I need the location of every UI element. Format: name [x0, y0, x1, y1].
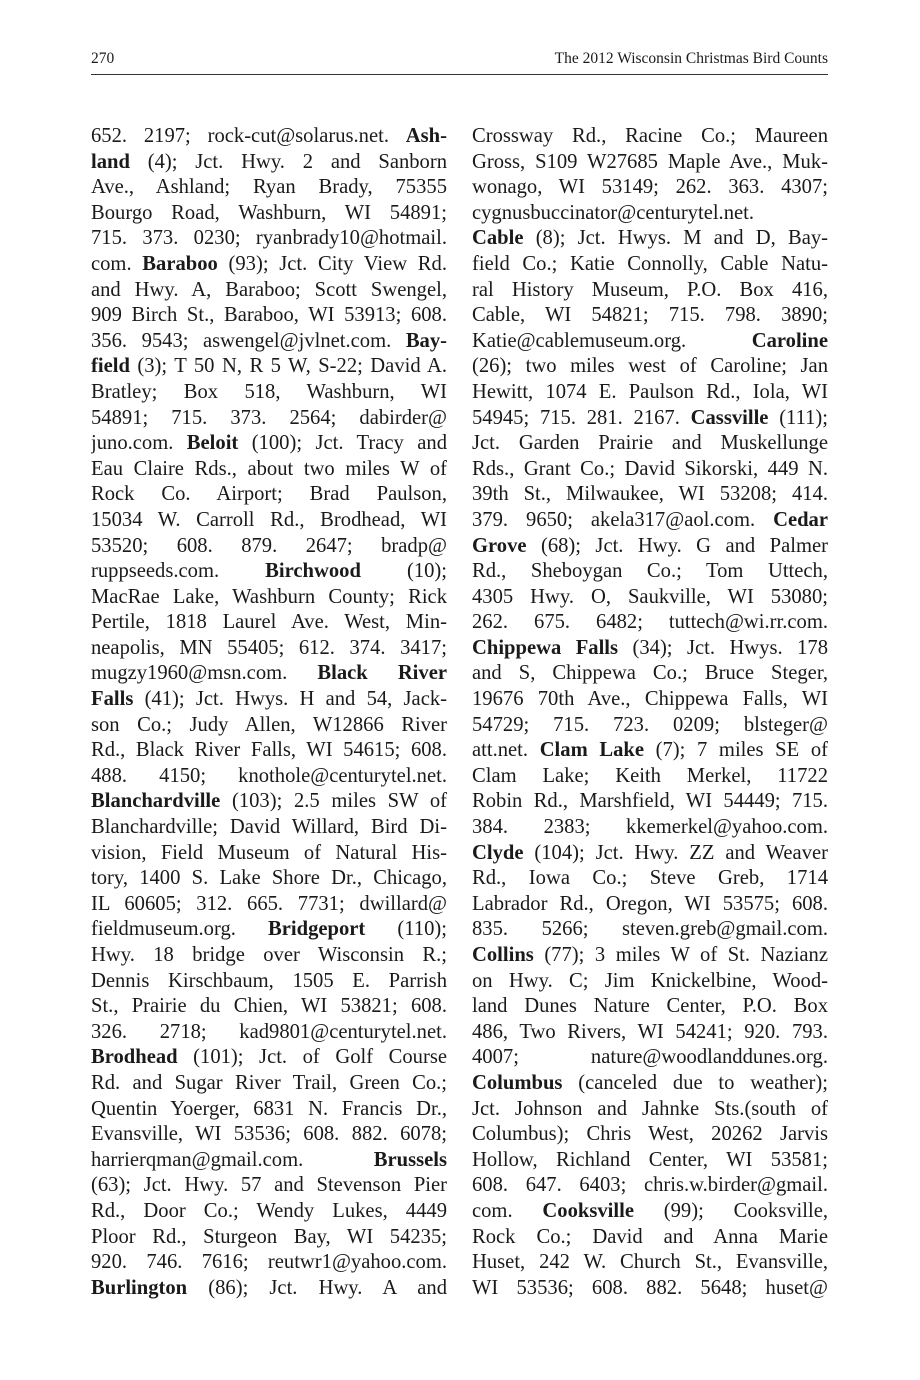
text-line	[91, 1071, 447, 1097]
text-segment: land Dunes Nature Center, P.O. Box	[472, 995, 828, 1018]
text-segment: juno.com.	[91, 432, 187, 455]
text-line	[472, 431, 828, 457]
text-line	[472, 534, 828, 560]
running-title: The 2012 Wisconsin Christmas Bird Counts	[554, 50, 828, 67]
text-line	[472, 764, 828, 790]
text-segment: cygnusbuccinator@centurytel.net.	[472, 201, 755, 224]
text-line	[91, 1045, 447, 1071]
text-column-left	[91, 124, 447, 1301]
text-segment: 356. 9543; aswengel@jvlnet.com.	[91, 329, 406, 352]
text-line	[472, 1225, 828, 1251]
text-segment: (103); 2.5 miles SW of	[220, 790, 447, 813]
text-segment: 54945; 715. 281. 2167.	[472, 406, 691, 429]
text-line	[472, 150, 828, 176]
text-segment: 835. 5266; steven.greb@gmail.com.	[472, 918, 828, 941]
text-segment: 909 Birch St., Baraboo, WI 53913; 608.	[91, 304, 447, 327]
text-line	[91, 866, 447, 892]
text-segment: son Co.; Judy Allen, W12866 River	[91, 713, 447, 736]
entry-name: Falls	[91, 688, 134, 711]
entry-name: Ash-	[405, 125, 447, 147]
entry-name: Cooksville	[542, 1199, 634, 1222]
text-line	[472, 457, 828, 483]
text-segment: Hollow, Richland Center, WI 53581;	[472, 1148, 828, 1171]
text-segment: Ploor Rd., Sturgeon Bay, WI 54235;	[91, 1225, 447, 1248]
text-line	[91, 329, 447, 355]
text-line	[91, 559, 447, 585]
text-segment: Columbus); Chris West, 20262 Jarvis	[472, 1123, 828, 1146]
text-line	[91, 1199, 447, 1225]
text-segment: field Co.; Katie Connolly, Cable Natu-	[472, 252, 828, 275]
text-line	[91, 1173, 447, 1199]
entry-name: Brodhead	[91, 1046, 178, 1069]
text-segment: ral History Museum, P.O. Box 416,	[472, 278, 828, 301]
text-segment: 54729; 715. 723. 0209; blsteger@	[472, 713, 828, 736]
text-segment: (3); T 50 N, R 5 W, S-22; David A.	[129, 355, 447, 378]
text-line	[472, 1148, 828, 1174]
text-segment: (110);	[365, 918, 447, 941]
text-line	[91, 1225, 447, 1251]
text-line	[472, 1071, 828, 1097]
text-segment: (7); 7 miles SE of	[644, 739, 828, 762]
text-line	[91, 841, 447, 867]
text-segment: Rd. and Sugar River Trail, Green Co.;	[91, 1071, 447, 1094]
text-line	[472, 1020, 828, 1046]
text-line	[91, 610, 447, 636]
text-line	[472, 969, 828, 995]
entry-name: Cable	[472, 227, 524, 250]
text-line	[91, 278, 447, 304]
text-segment: 384. 2383; kkemerkel@yahoo.com.	[472, 816, 828, 839]
entry-name: Cassville	[690, 406, 769, 429]
entry-name: land	[91, 150, 130, 173]
entry-name: Columbus	[472, 1071, 563, 1094]
text-segment: Rock Co.; David and Anna Marie	[472, 1225, 828, 1248]
entry-name: Cedar	[773, 508, 828, 531]
text-line	[91, 508, 447, 534]
text-segment: Bratley; Box 518, Washburn, WI	[91, 380, 447, 403]
text-segment: and S, Chippewa Co.; Bruce Steger,	[472, 662, 828, 685]
text-line	[472, 943, 828, 969]
text-line	[472, 1122, 828, 1148]
text-segment: tory, 1400 S. Lake Shore Dr., Chicago,	[91, 867, 447, 890]
text-line	[91, 303, 447, 329]
text-segment: Rock Co. Airport; Brad Paulson,	[91, 483, 447, 506]
text-segment: on Hwy. C; Jim Knickelbine, Wood-	[472, 969, 828, 992]
text-line	[91, 354, 447, 380]
text-line	[91, 1276, 447, 1302]
text-segment: (63); Jct. Hwy. 57 and Stevenson Pier	[91, 1174, 447, 1197]
text-segment: wonago, WI 53149; 262. 363. 4307;	[472, 176, 828, 199]
text-segment: (canceled due to weather);	[562, 1071, 828, 1094]
text-segment: 379. 9650; akela317@aol.com.	[472, 508, 774, 531]
text-segment: Ave., Ashland; Ryan Brady, 75355	[91, 176, 447, 199]
text-line	[91, 713, 447, 739]
text-line	[91, 585, 447, 611]
text-segment: Clam Lake; Keith Merkel, 11722	[472, 764, 828, 787]
text-segment: com.	[472, 1199, 543, 1222]
text-segment: Rd., Door Co.; Wendy Lukes, 4449	[91, 1199, 447, 1222]
text-line	[472, 1199, 828, 1225]
text-segment: Jct. Garden Prairie and Muskellunge	[472, 432, 828, 455]
text-line	[472, 278, 828, 304]
page-number: 270	[91, 50, 115, 67]
text-segment: 486, Two Rivers, WI 54241; 920. 793.	[472, 1020, 828, 1043]
text-line	[472, 1097, 828, 1123]
text-segment: Blanchardville; David Willard, Bird Di-	[91, 816, 447, 839]
text-line	[91, 969, 447, 995]
text-segment: St., Prairie du Chien, WI 53821; 608.	[91, 995, 447, 1018]
text-line	[91, 943, 447, 969]
entry-name: Collins	[472, 944, 534, 966]
text-segment: Huset, 242 W. Church St., Evansville,	[472, 1251, 828, 1274]
text-line	[472, 815, 828, 841]
text-segment: 262. 675. 6482; tuttech@wi.rr.com.	[472, 611, 828, 634]
text-line	[91, 380, 447, 406]
text-segment: Pertile, 1818 Laurel Ave. West, Min-	[91, 611, 447, 634]
text-segment: 54891; 715. 373. 2564; dabirder@	[91, 406, 447, 429]
text-line	[91, 457, 447, 483]
text-line	[91, 1122, 447, 1148]
text-line	[91, 636, 447, 662]
text-segment: (93); Jct. City View Rd.	[217, 252, 447, 275]
entry-name: Brussels	[373, 1148, 447, 1171]
text-line	[472, 866, 828, 892]
entry-name: field	[91, 355, 130, 378]
text-line	[91, 534, 447, 560]
text-line	[91, 226, 447, 252]
text-line	[91, 150, 447, 176]
text-line	[472, 713, 828, 739]
text-segment: Bourgo Road, Washburn, WI 54891;	[91, 201, 447, 224]
text-line	[472, 124, 828, 150]
text-segment: Cable, WI 54821; 715. 798. 3890;	[472, 304, 828, 327]
text-segment: Eau Claire Rds., about two miles W of	[91, 457, 447, 480]
text-segment: fieldmuseum.org.	[91, 918, 269, 941]
text-line	[472, 201, 828, 227]
text-line	[472, 994, 828, 1020]
text-segment: (86); Jct. Hwy. A and	[187, 1276, 447, 1299]
text-segment: Labrador Rd., Oregon, WI 53575; 608.	[472, 892, 828, 915]
text-line	[91, 406, 447, 432]
text-line	[472, 738, 828, 764]
text-line	[91, 789, 447, 815]
text-line	[91, 661, 447, 687]
text-segment: (77); 3 miles W of St. Nazianz	[533, 944, 828, 966]
entry-name: Bay-	[405, 329, 447, 352]
text-line	[91, 1250, 447, 1276]
text-segment: 608. 647. 6403; chris.w.birder@gmail.	[472, 1174, 828, 1197]
text-segment: (8); Jct. Hwys. M and D, Bay-	[523, 227, 828, 250]
text-segment: Jct. Johnson and Jahnke Sts.(south of	[472, 1097, 828, 1120]
text-line	[472, 175, 828, 201]
text-line	[91, 175, 447, 201]
text-segment: com.	[91, 252, 143, 275]
text-line	[91, 1020, 447, 1046]
text-line	[91, 917, 447, 943]
text-segment: IL 60605; 312. 665. 7731; dwillard@	[91, 892, 447, 915]
text-segment: Quentin Yoerger, 6831 N. Francis Dr.,	[91, 1097, 447, 1120]
entry-name: Clyde	[472, 841, 524, 864]
entry-name: Birchwood	[265, 560, 361, 583]
text-segment: (100); Jct. Tracy and	[238, 432, 447, 455]
text-segment: Hewitt, 1074 E. Paulson Rd., Iola, WI	[472, 380, 828, 403]
entry-name: Caroline	[751, 329, 828, 352]
text-line	[91, 687, 447, 713]
text-segment: (68); Jct. Hwy. G and Palmer	[526, 534, 828, 557]
entry-name: Clam Lake	[539, 739, 644, 762]
text-segment: harrierqman@gmail.com.	[91, 1148, 374, 1171]
text-line	[472, 303, 828, 329]
text-line	[472, 252, 828, 278]
text-segment: 4305 Hwy. O, Saukville, WI 53080;	[472, 585, 828, 608]
entry-name: Bridgeport	[268, 918, 366, 941]
text-segment: MacRae Lake, Washburn County; Rick	[91, 585, 447, 608]
text-segment: (4); Jct. Hwy. 2 and Sanborn	[129, 150, 447, 173]
text-segment: WI 53536; 608. 882. 5648; huset@	[472, 1276, 828, 1299]
text-segment: Evansville, WI 53536; 608. 882. 6078;	[91, 1123, 447, 1146]
entry-name: Chippewa Falls	[472, 636, 619, 659]
text-line	[91, 994, 447, 1020]
entry-name: Baraboo	[142, 252, 218, 275]
text-line	[472, 482, 828, 508]
text-line	[472, 1276, 828, 1302]
text-line	[472, 841, 828, 867]
text-line	[91, 1148, 447, 1174]
text-segment: ruppseeds.com.	[91, 560, 266, 583]
text-line	[472, 1250, 828, 1276]
text-line	[91, 738, 447, 764]
text-line	[472, 1173, 828, 1199]
text-line	[91, 815, 447, 841]
text-line	[472, 508, 828, 534]
text-line	[91, 1097, 447, 1123]
text-line	[472, 636, 828, 662]
text-segment: neapolis, MN 55405; 612. 374. 3417;	[91, 636, 447, 659]
text-segment: Hwy. 18 bridge over Wisconsin R.;	[91, 944, 447, 966]
text-segment: Rd., Iowa Co.; Steve Greb, 1714	[472, 867, 828, 890]
text-segment: 53520; 608. 879. 2647; bradp@	[91, 534, 447, 557]
text-line	[91, 201, 447, 227]
text-segment: Crossway Rd., Racine Co.; Maureen	[472, 125, 828, 147]
text-line	[472, 329, 828, 355]
entry-name: Black River	[317, 662, 447, 685]
text-line	[472, 406, 828, 432]
text-line	[472, 1045, 828, 1071]
text-line	[91, 892, 447, 918]
text-segment: 488. 4150; knothole@centurytel.net.	[91, 764, 447, 787]
text-line	[472, 892, 828, 918]
text-segment: (10);	[360, 560, 447, 583]
text-segment: 920. 746. 7616; reutwr1@yahoo.com.	[91, 1251, 447, 1274]
entry-name: Grove	[472, 534, 527, 557]
text-segment: 715. 373. 0230; ryanbrady10@hotmail.	[91, 227, 447, 250]
text-line	[472, 380, 828, 406]
text-segment: (34); Jct. Hwys. 178	[618, 636, 828, 659]
text-segment: Robin Rd., Marshfield, WI 54449; 715.	[472, 790, 828, 813]
entry-name: Beloit	[186, 432, 239, 455]
text-line	[91, 431, 447, 457]
text-segment: and Hwy. A, Baraboo; Scott Swengel,	[91, 278, 447, 301]
text-segment: att.net.	[472, 739, 540, 762]
text-segment: 19676 70th Ave., Chippewa Falls, WI	[472, 688, 828, 711]
text-segment: (41); Jct. Hwys. H and 54, Jack-	[133, 688, 447, 711]
text-segment: 652. 2197; rock-cut@solarus.net.	[91, 125, 406, 147]
text-line	[472, 354, 828, 380]
text-segment: Rds., Grant Co.; David Sikorski, 449 N.	[472, 457, 828, 480]
text-line	[91, 482, 447, 508]
text-line	[472, 789, 828, 815]
text-line	[472, 610, 828, 636]
text-segment: (104); Jct. Hwy. ZZ and Weaver	[523, 841, 828, 864]
text-line	[472, 226, 828, 252]
text-line	[472, 687, 828, 713]
text-segment: mugzy1960@msn.com.	[91, 662, 318, 685]
text-line	[472, 917, 828, 943]
text-line	[472, 585, 828, 611]
text-segment: Rd., Sheboygan Co.; Tom Uttech,	[472, 560, 828, 583]
entry-name: Burlington	[91, 1276, 188, 1299]
text-line	[472, 559, 828, 585]
text-segment: Rd., Black River Falls, WI 54615; 608.	[91, 739, 447, 762]
text-segment: vision, Field Museum of Natural His-	[91, 841, 447, 864]
text-segment: 39th St., Milwaukee, WI 53208; 414.	[472, 483, 828, 506]
text-segment: 4007; nature@woodlanddunes.org.	[472, 1046, 828, 1069]
text-segment: 15034 W. Carroll Rd., Brodhead, WI	[91, 508, 447, 531]
text-segment: (111);	[768, 406, 828, 429]
text-line	[472, 661, 828, 687]
text-segment: (101); Jct. of Golf Course	[177, 1046, 447, 1069]
text-segment: (99); Cooksville,	[633, 1199, 828, 1222]
text-segment: Gross, S109 W27685 Maple Ave., Muk-	[472, 150, 828, 173]
text-segment: Dennis Kirschbaum, 1505 E. Parrish	[91, 969, 447, 992]
text-segment: (26); two miles west of Caroline; Jan	[472, 355, 828, 378]
text-line	[91, 252, 447, 278]
text-column-right	[472, 124, 828, 1301]
running-header	[91, 48, 828, 75]
text-line	[91, 764, 447, 790]
text-segment: Katie@cablemuseum.org.	[472, 329, 752, 352]
text-segment: 326. 2718; kad9801@centurytel.net.	[91, 1020, 447, 1043]
entry-name: Blanchardville	[91, 790, 221, 813]
text-line	[91, 124, 447, 150]
